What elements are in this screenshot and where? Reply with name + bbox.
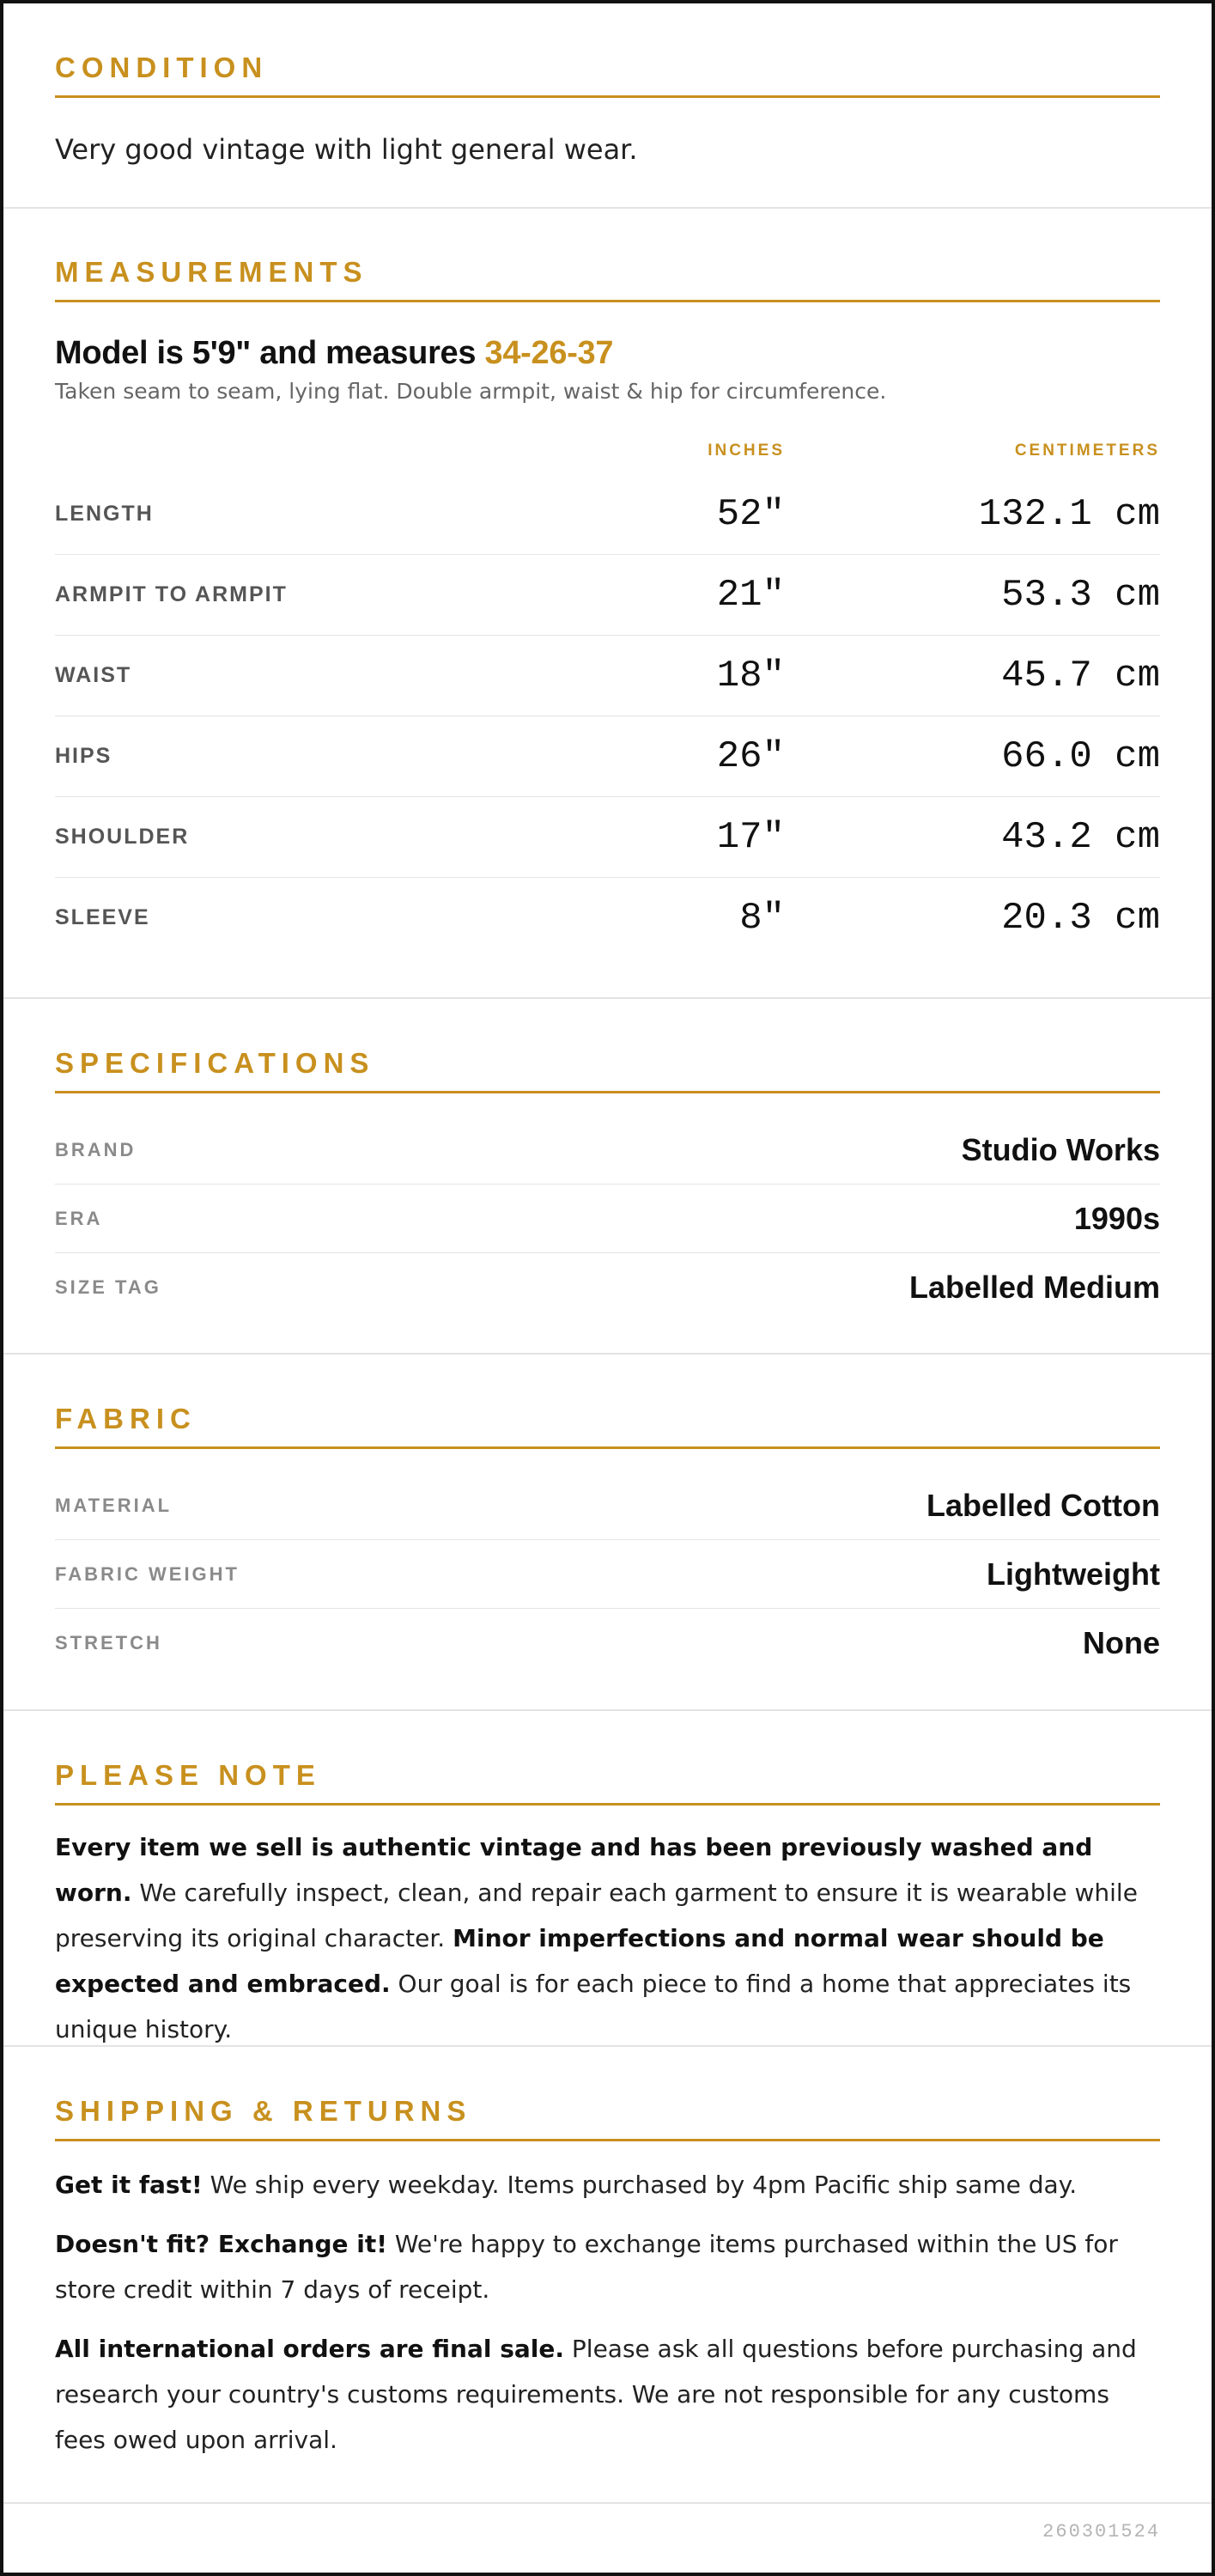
shipping-text: We're happy to exchange items purchased within the US for store credit within 7 days of receipt. — [55, 2230, 1118, 2304]
measurement-label: WAIST — [55, 663, 132, 687]
shipping-returns-title: SHIPPING & RETURNS — [55, 2097, 1160, 2141]
product-code: 260301524 — [1042, 2521, 1160, 2543]
measurement-row-sleeve — [55, 878, 1160, 958]
measurement-label: LENGTH — [55, 502, 154, 526]
spec-row-brand — [55, 1116, 1160, 1184]
spec-label: ERA — [55, 1207, 103, 1229]
fabric-value: Labelled Cotton — [926, 1487, 1160, 1523]
spec-row-size-tag — [55, 1253, 1160, 1321]
measurement-cm: 20.3 cm — [1001, 896, 1160, 940]
fabric-label: FABRIC WEIGHT — [55, 1562, 240, 1585]
measurement-row-shoulder — [55, 797, 1160, 878]
spec-value: Studio Works — [961, 1131, 1160, 1167]
please-note-section — [3, 1711, 1212, 2047]
spec-row-era — [55, 1184, 1160, 1253]
model-stats: 34-26-37 — [484, 335, 614, 371]
note-text-2: Our goal is for each piece to find a home that appreciates its unique history. — [55, 1970, 1132, 2043]
spec-value: Labelled Medium — [908, 1269, 1160, 1305]
model-measurements-line — [55, 335, 1160, 372]
fabric-section — [3, 1355, 1212, 1711]
footer — [3, 2504, 1212, 2543]
shipping-paragraph-fast — [55, 2162, 1160, 2208]
measurement-row-length — [55, 474, 1160, 555]
fabric-value: Lightweight — [987, 1556, 1160, 1592]
specifications-title: SPECIFICATIONS — [55, 1049, 1160, 1093]
spec-label: BRAND — [55, 1138, 137, 1160]
shipping-paragraph-exchange — [55, 2221, 1160, 2312]
measurement-cm: 45.7 cm — [1001, 654, 1160, 697]
measurement-cm: 66.0 cm — [1001, 734, 1160, 778]
measurement-inches: 21" — [716, 573, 785, 617]
condition-text: Very good vintage with light general wear. — [55, 133, 638, 166]
shipping-bold: Get it fast! — [55, 2171, 203, 2199]
measurements-title: MEASUREMENTS — [55, 258, 1160, 302]
measurement-table — [55, 474, 1160, 958]
measurement-inches: 8" — [739, 896, 785, 940]
shipping-text: We ship every weekday. Items purchased by 4pm Pacific ship same day. — [202, 2171, 1078, 2199]
shipping-text: Please ask all questions before purchasing and research your country's customs requirements. We are not responsible for any customs fees owed upon arrival. — [55, 2335, 1137, 2454]
measurement-label: SLEEVE — [55, 905, 150, 929]
measurement-row-armpit — [55, 555, 1160, 636]
note-bold-1: Every item we sell is authentic vintage and has been previously washed and worn. — [55, 1833, 1093, 1907]
please-note-text — [55, 1824, 1160, 2052]
shipping-returns-section — [3, 2047, 1212, 2504]
measurement-note: Taken seam to seam, lying flat. Double armpit, waist & hip for circumference. — [55, 379, 887, 404]
fabric-list — [55, 1471, 1160, 1677]
specifications-list — [55, 1116, 1160, 1321]
note-bold-2: Minor imperfections and normal wear should be expected and embraced. — [55, 1924, 1104, 1998]
measurement-row-hips — [55, 716, 1160, 797]
inches-column-header: INCHES — [708, 442, 785, 460]
measurement-cm: 53.3 cm — [1001, 573, 1160, 617]
fabric-label: STRETCH — [55, 1631, 162, 1653]
fabric-row-weight — [55, 1540, 1160, 1609]
measurement-cm: 132.1 cm — [978, 492, 1160, 536]
measurement-inches: 17" — [716, 815, 785, 859]
condition-title: CONDITION — [55, 53, 1160, 98]
fabric-title: FABRIC — [55, 1404, 1160, 1449]
condition-section — [3, 3, 1212, 209]
measurement-label: SHOULDER — [55, 825, 190, 849]
spec-value: 1990s — [1073, 1200, 1160, 1236]
measurements-section — [3, 209, 1212, 999]
measurement-cm: 43.2 cm — [1001, 815, 1160, 859]
fabric-value: None — [1083, 1624, 1160, 1660]
shipping-bold: Doesn't fit? Exchange it! — [55, 2230, 387, 2258]
measurement-inches: 52" — [716, 492, 785, 536]
fabric-row-stretch — [55, 1609, 1160, 1677]
measurement-table-header — [55, 438, 1160, 464]
measurement-label: ARMPIT TO ARMPIT — [55, 582, 288, 606]
centimeters-column-header: CENTIMETERS — [1014, 442, 1160, 460]
measurement-row-waist — [55, 636, 1160, 716]
spec-label: SIZE TAG — [55, 1276, 161, 1298]
shipping-paragraph-international — [55, 2326, 1160, 2463]
model-prefix: Model is 5'9" and measures — [55, 335, 477, 371]
measurement-inches: 18" — [716, 654, 785, 697]
fabric-label: MATERIAL — [55, 1494, 173, 1516]
fabric-row-material — [55, 1471, 1160, 1540]
shipping-paragraphs — [55, 2162, 1160, 2463]
measurement-inches: 26" — [716, 734, 785, 778]
shipping-bold: All international orders are final sale. — [55, 2335, 565, 2363]
note-text-1: We carefully inspect, clean, and repair each garment to ensure it is wearable while preserving its original character. — [55, 1879, 1138, 1952]
please-note-title: PLEASE NOTE — [55, 1761, 1160, 1806]
measurement-label: HIPS — [55, 744, 112, 768]
specifications-section — [3, 999, 1212, 1355]
